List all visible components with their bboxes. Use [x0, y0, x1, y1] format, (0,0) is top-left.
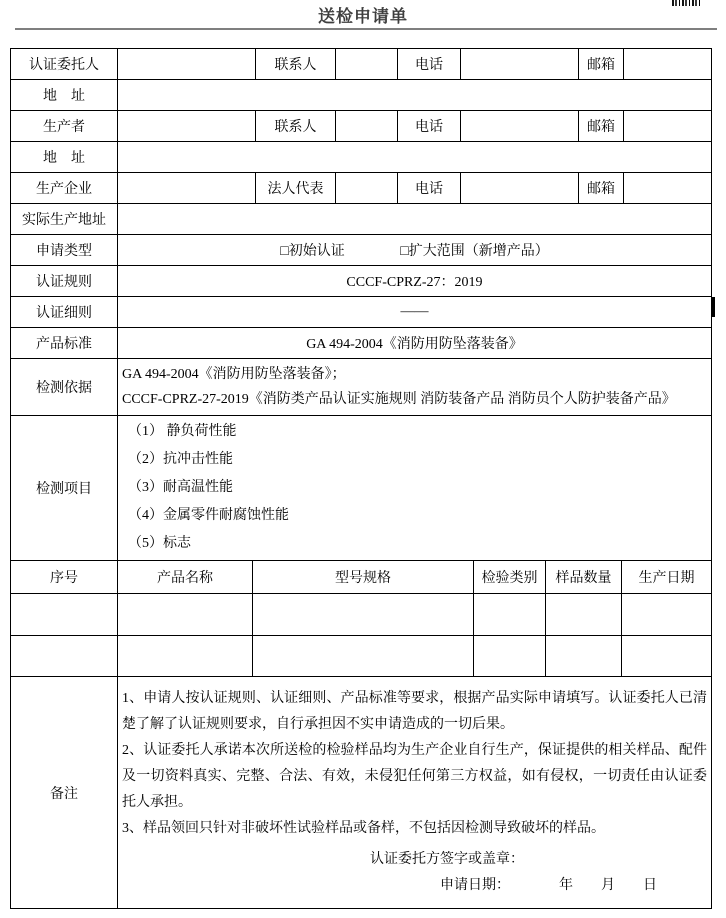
product-cell-qty[interactable] [546, 636, 622, 677]
certification-detail-label: 认证细则 [11, 297, 118, 328]
product-cell-qty[interactable] [546, 594, 622, 636]
product-row [11, 636, 712, 677]
product-cell-model[interactable] [253, 636, 474, 677]
applicant-address-row [11, 80, 712, 111]
producer-email-field[interactable] [624, 111, 712, 142]
manufacturer-email-label: 邮箱 [579, 173, 624, 204]
applicant-contact-field[interactable] [336, 49, 398, 80]
column-header-production-date: 生产日期 [622, 561, 712, 594]
product-cell-name[interactable] [118, 636, 253, 677]
remark-paragraph: 2、认证委托人承诺本次所送检的检验样品均为生产企业自行生产，保证提供的相关样品、配件及一切资料真实、完整、合法、有效，未侵犯任何第三方权益，如有侵权，一切责任由认证委托人承担。 [122, 743, 707, 810]
product-standard-row [11, 328, 712, 359]
manufacturer-legal-label: 法人代表 [256, 173, 336, 204]
producer-address-field[interactable] [118, 142, 712, 173]
certification-rule-label: 认证规则 [11, 266, 118, 297]
checkbox-icon: □ [280, 244, 289, 259]
manufacturer-phone-label: 电话 [398, 173, 461, 204]
application-type-row [11, 235, 712, 266]
applicant-address-label: 地 址 [11, 80, 118, 111]
text-cursor-mark [712, 297, 715, 317]
applicant-row [11, 49, 712, 80]
corner-image-fragment [672, 0, 701, 6]
test-item: （1） 静负荷性能 [128, 424, 237, 439]
column-header-product-name: 产品名称 [118, 561, 253, 594]
product-table [10, 560, 712, 677]
producer-label: 生产者 [11, 111, 118, 142]
checkbox-icon: □ [400, 244, 409, 259]
column-header-model-spec: 型号规格 [253, 561, 474, 594]
column-header-serial: 序号 [11, 561, 118, 594]
remarks-row [11, 677, 712, 909]
applicant-email-label: 邮箱 [579, 49, 624, 80]
application-date-line: 申请日期： 年 月 日 [440, 878, 657, 893]
applicant-email-field[interactable] [624, 49, 712, 80]
product-standard-label: 产品标准 [11, 328, 118, 359]
certification-detail-value: —— [118, 297, 712, 328]
option-initial-label: 初始认证 [288, 244, 345, 259]
producer-address-row [11, 142, 712, 173]
certification-rule-value: CCCF-CPRZ-27：2019 [118, 266, 712, 297]
remarks-table [10, 676, 712, 909]
remarks-label: 备注 [11, 677, 118, 909]
product-cell-name[interactable] [118, 594, 253, 636]
product-standard-value: GA 494-2004《消防用防坠落装备》 [118, 328, 712, 359]
producer-phone-field[interactable] [461, 111, 579, 142]
actual-address-field[interactable] [118, 204, 712, 235]
checkbox-initial-certification[interactable] [280, 240, 344, 260]
test-basis-label: 检测依据 [11, 359, 118, 416]
option-expansion-label: 扩大范围（新增产品） [408, 244, 549, 259]
remarks-content [118, 677, 712, 909]
actual-address-row [11, 204, 712, 235]
test-basis-line: CCCF-CPRZ-27-2019《消防类产品认证实施规则 消防装备产品 消防员个人防护装备产品》 [122, 392, 676, 407]
producer-name-field[interactable] [118, 111, 256, 142]
signature-label: 认证委托方签字或盖章： [370, 852, 524, 867]
test-item: （4）金属零件耐腐蚀性能 [128, 508, 289, 523]
product-cell-inspection[interactable] [474, 594, 546, 636]
test-item: （3）耐高温性能 [128, 480, 233, 495]
producer-row [11, 111, 712, 142]
product-cell-model[interactable] [253, 594, 474, 636]
test-item: （2）抗冲击性能 [128, 452, 233, 467]
test-items-label: 检测项目 [11, 416, 118, 561]
page-title: 送检申请单 [318, 7, 408, 26]
remark-paragraph: 1、申请人按认证规则、认证细则、产品标准等要求，根据产品实际申请填写。认证委托人已清楚了解了认证规则要求，自行承担因不实申请造成的一切后果。 [122, 691, 707, 732]
test-item: （5）标志 [128, 536, 191, 551]
certification-rule-row [11, 266, 712, 297]
applicant-label: 认证委托人 [11, 49, 118, 80]
product-cell-serial[interactable] [11, 636, 118, 677]
checkbox-scope-expansion[interactable] [400, 240, 548, 260]
certification-detail-row [11, 297, 712, 328]
applicant-contact-label: 联系人 [256, 49, 336, 80]
application-type-label: 申请类型 [11, 235, 118, 266]
info-table [10, 48, 712, 561]
actual-address-label: 实际生产地址 [11, 204, 118, 235]
manufacturer-row [11, 173, 712, 204]
applicant-name-field[interactable] [118, 49, 256, 80]
applicant-phone-field[interactable] [461, 49, 579, 80]
test-basis-value [118, 359, 712, 416]
manufacturer-phone-field[interactable] [461, 173, 579, 204]
product-cell-serial[interactable] [11, 594, 118, 636]
title-divider [15, 28, 717, 30]
product-cell-date[interactable] [622, 594, 712, 636]
manufacturer-label: 生产企业 [11, 173, 118, 204]
test-basis-line: GA 494-2004《消防用防坠落装备》； [122, 367, 346, 382]
test-items-value [118, 416, 712, 561]
producer-contact-label: 联系人 [256, 111, 336, 142]
producer-address-label: 地 址 [11, 142, 118, 173]
manufacturer-email-field[interactable] [624, 173, 712, 204]
column-header-sample-qty: 样品数量 [546, 561, 622, 594]
product-row [11, 594, 712, 636]
product-cell-date[interactable] [622, 636, 712, 677]
producer-email-label: 邮箱 [579, 111, 624, 142]
applicant-address-field[interactable] [118, 80, 712, 111]
product-cell-inspection[interactable] [474, 636, 546, 677]
producer-contact-field[interactable] [336, 111, 398, 142]
test-basis-row [11, 359, 712, 416]
manufacturer-legal-field[interactable] [336, 173, 398, 204]
manufacturer-name-field[interactable] [118, 173, 256, 204]
test-items-row [11, 416, 712, 561]
application-type-options [118, 235, 712, 266]
remark-paragraph: 3、样品领回只针对非破坏性试验样品或备样，不包括因检测导致破坏的样品。 [122, 821, 605, 836]
applicant-phone-label: 电话 [398, 49, 461, 80]
producer-phone-label: 电话 [398, 111, 461, 142]
column-header-inspection-type: 检验类别 [474, 561, 546, 594]
product-header-row [11, 561, 712, 594]
